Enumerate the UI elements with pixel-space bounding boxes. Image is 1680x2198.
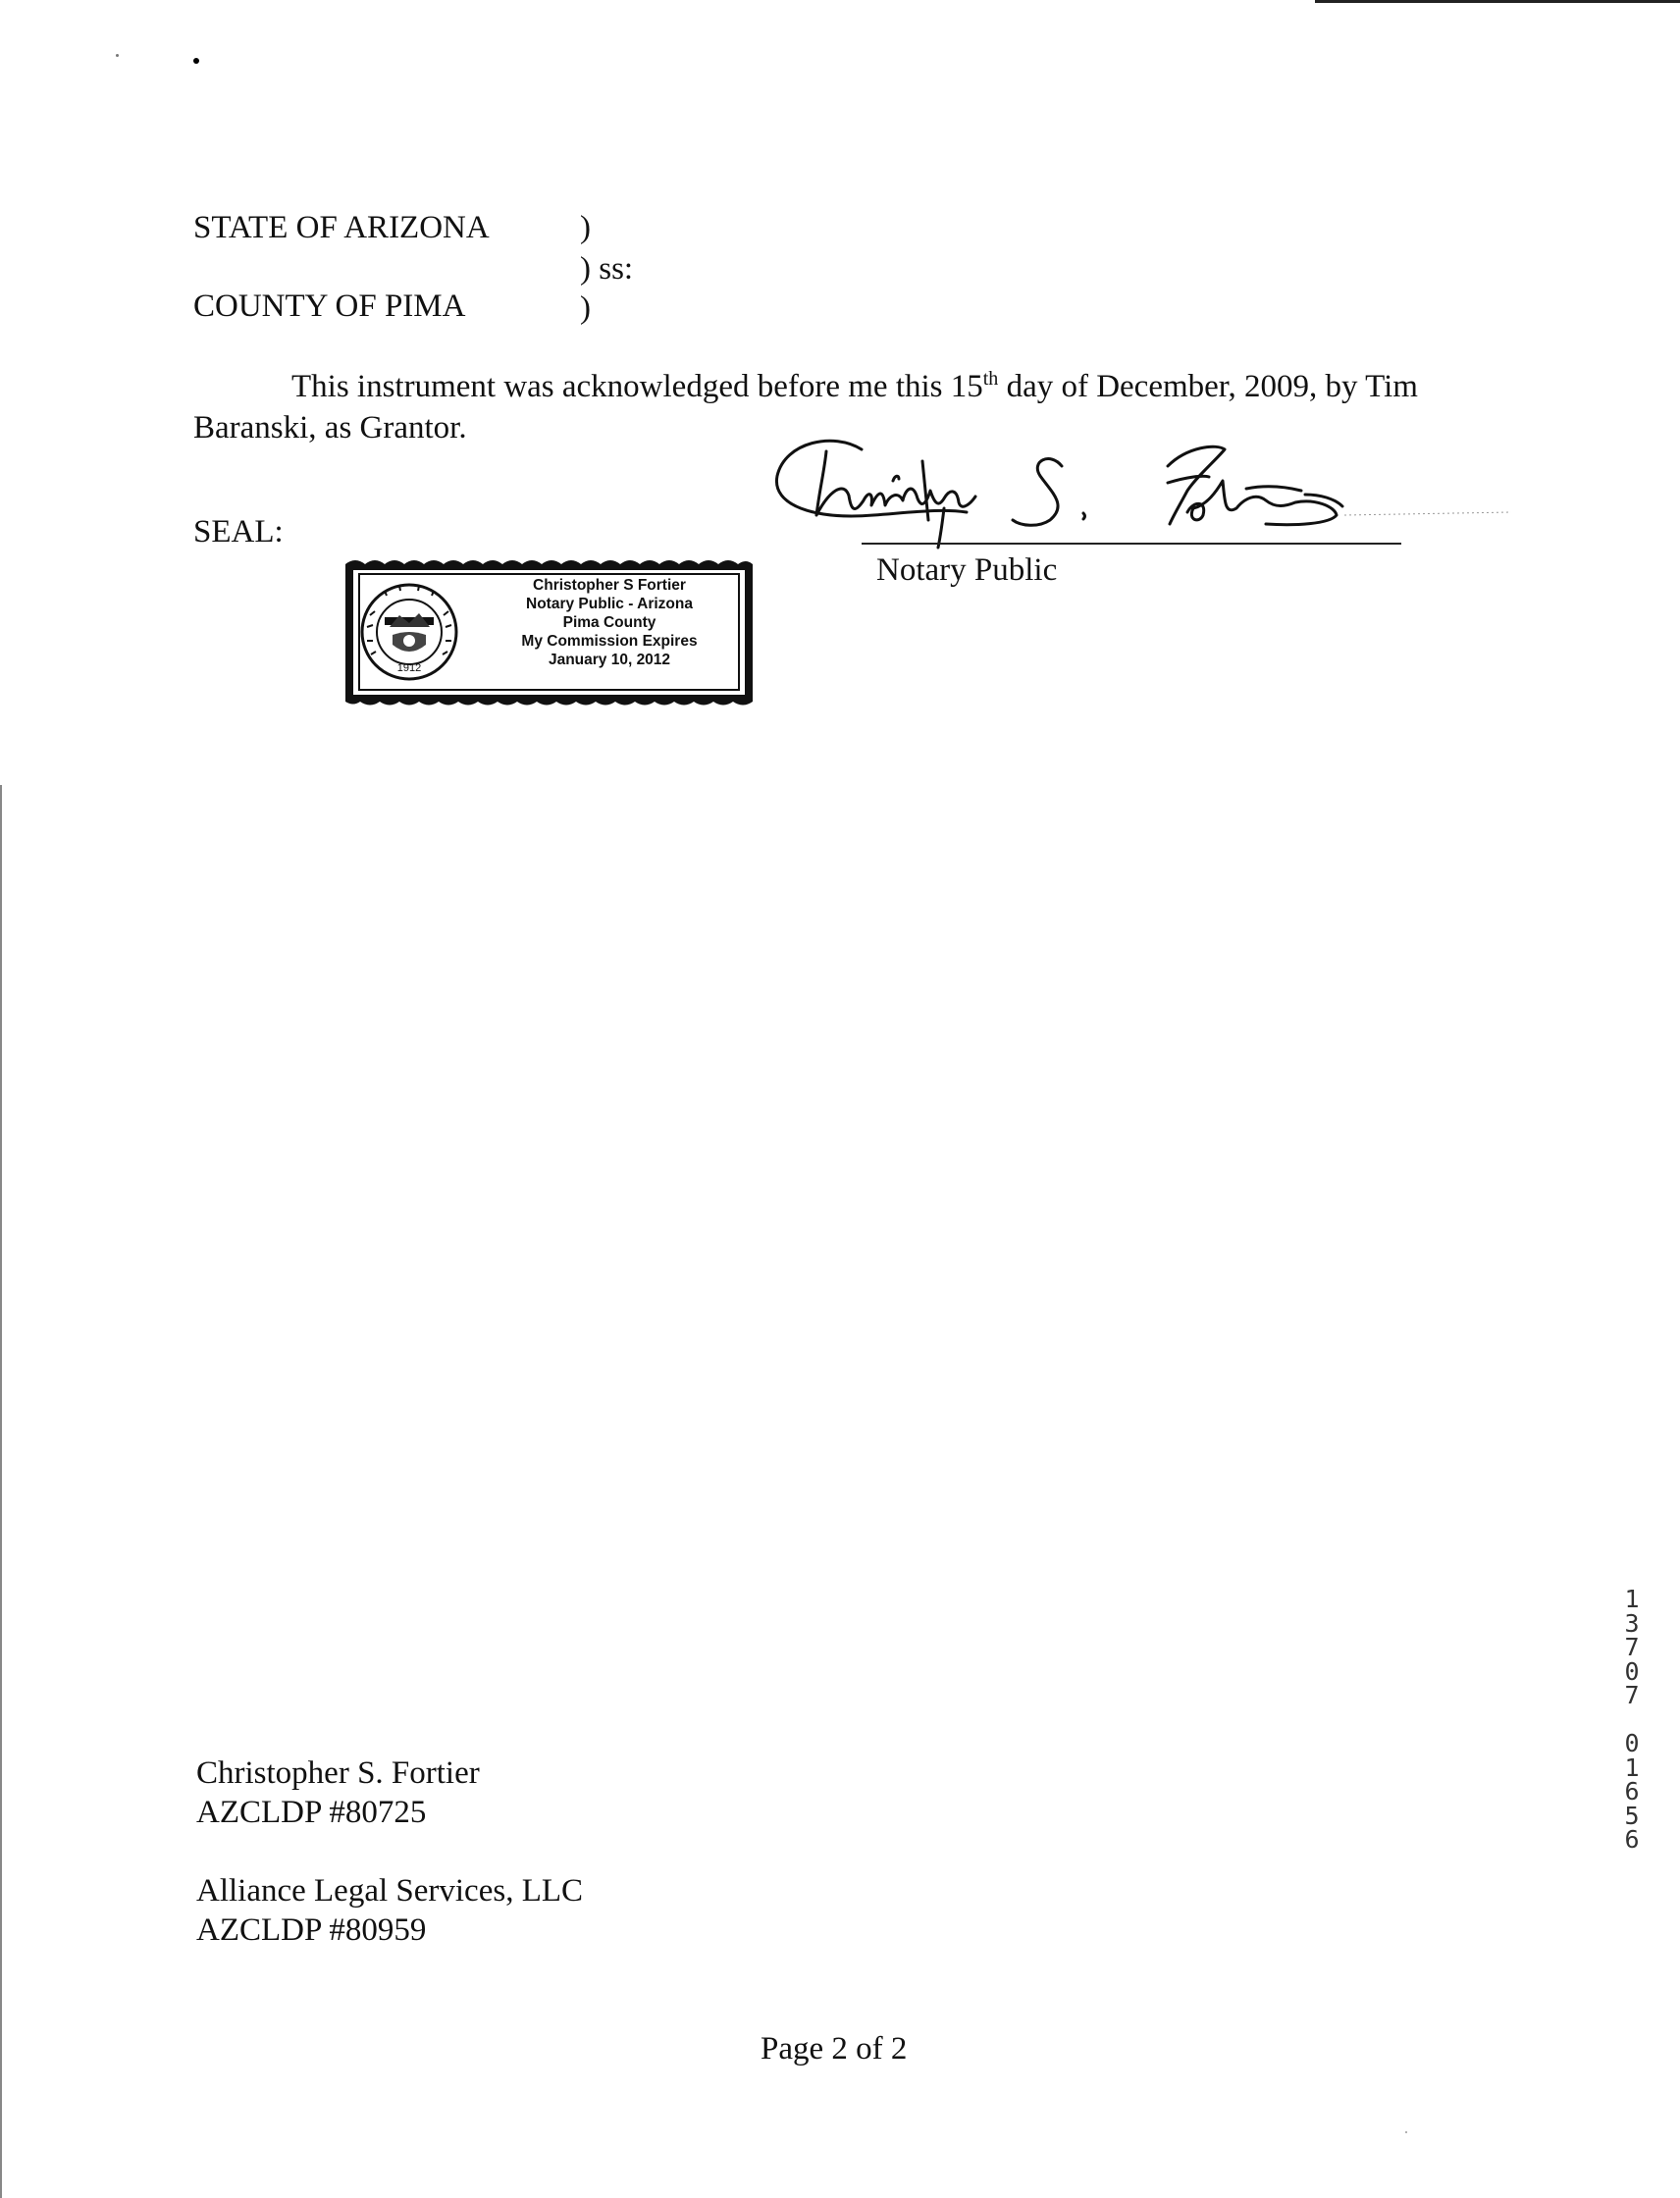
margin-digit: 7: [1624, 1681, 1640, 1709]
notary-signature: [756, 422, 1521, 559]
scan-speck: [193, 58, 199, 64]
preparer-number: AZCLDP #80725: [196, 1795, 427, 1830]
margin-digit: 7: [1624, 1633, 1640, 1661]
margin-digit: 1: [1624, 1585, 1640, 1613]
preparer-name: Christopher S. Fortier: [196, 1755, 480, 1791]
company-number: AZCLDP #80959: [196, 1912, 427, 1948]
company-name: Alliance Legal Services, LLC: [196, 1873, 584, 1909]
stamp-commission-label: My Commission Expires: [521, 633, 698, 650]
seal-year: 1912: [396, 662, 422, 674]
scan-speck: [1405, 2131, 1407, 2133]
margin-digit: 5: [1624, 1801, 1640, 1830]
acknowledgment-line-2: Baranski, as Grantor.: [193, 410, 467, 445]
venue-state: STATE OF ARIZONA: [193, 210, 490, 245]
scan-top-rule: [1315, 0, 1680, 3]
margin-digit: 6: [1624, 1777, 1640, 1806]
stamp-commission-date: January 10, 2012: [548, 652, 671, 668]
venue-paren: ): [580, 210, 591, 245]
margin-digit: 0: [1624, 1729, 1640, 1757]
acknowledgment-line-1: [291, 366, 1469, 407]
margin-recording-number: [1617, 1585, 1647, 1854]
venue-paren: ): [580, 290, 591, 326]
margin-digit: 3: [1624, 1608, 1640, 1638]
notary-stamp: [345, 556, 753, 708]
margin-digit: 1: [1624, 1753, 1640, 1782]
venue-ss: ) ss:: [580, 251, 634, 287]
margin-digit: 6: [1624, 1825, 1640, 1854]
notary-public-label: Notary Public: [876, 552, 1058, 588]
stamp-text: [467, 576, 752, 669]
page-footer: Page 2 of 2: [761, 2031, 908, 2067]
acknowledgment-text-end: day of December, 2009, by Tim: [998, 369, 1418, 404]
seal-label: SEAL:: [193, 514, 284, 550]
scan-speck: [116, 54, 119, 57]
acknowledgment-text-start: This instrument was acknowledged before me this 15: [291, 369, 983, 404]
stamp-county: Pima County: [562, 614, 656, 631]
signature-line: [862, 543, 1401, 545]
day-ordinal-suffix: th: [982, 368, 999, 390]
margin-digit: 0: [1624, 1656, 1640, 1686]
stamp-notary-title: Notary Public - Arizona: [526, 596, 693, 612]
venue-county: COUNTY OF PIMA: [193, 288, 466, 324]
stamp-notary-name: Christopher S Fortier: [533, 577, 686, 594]
scan-left-edge: [0, 785, 2, 2198]
